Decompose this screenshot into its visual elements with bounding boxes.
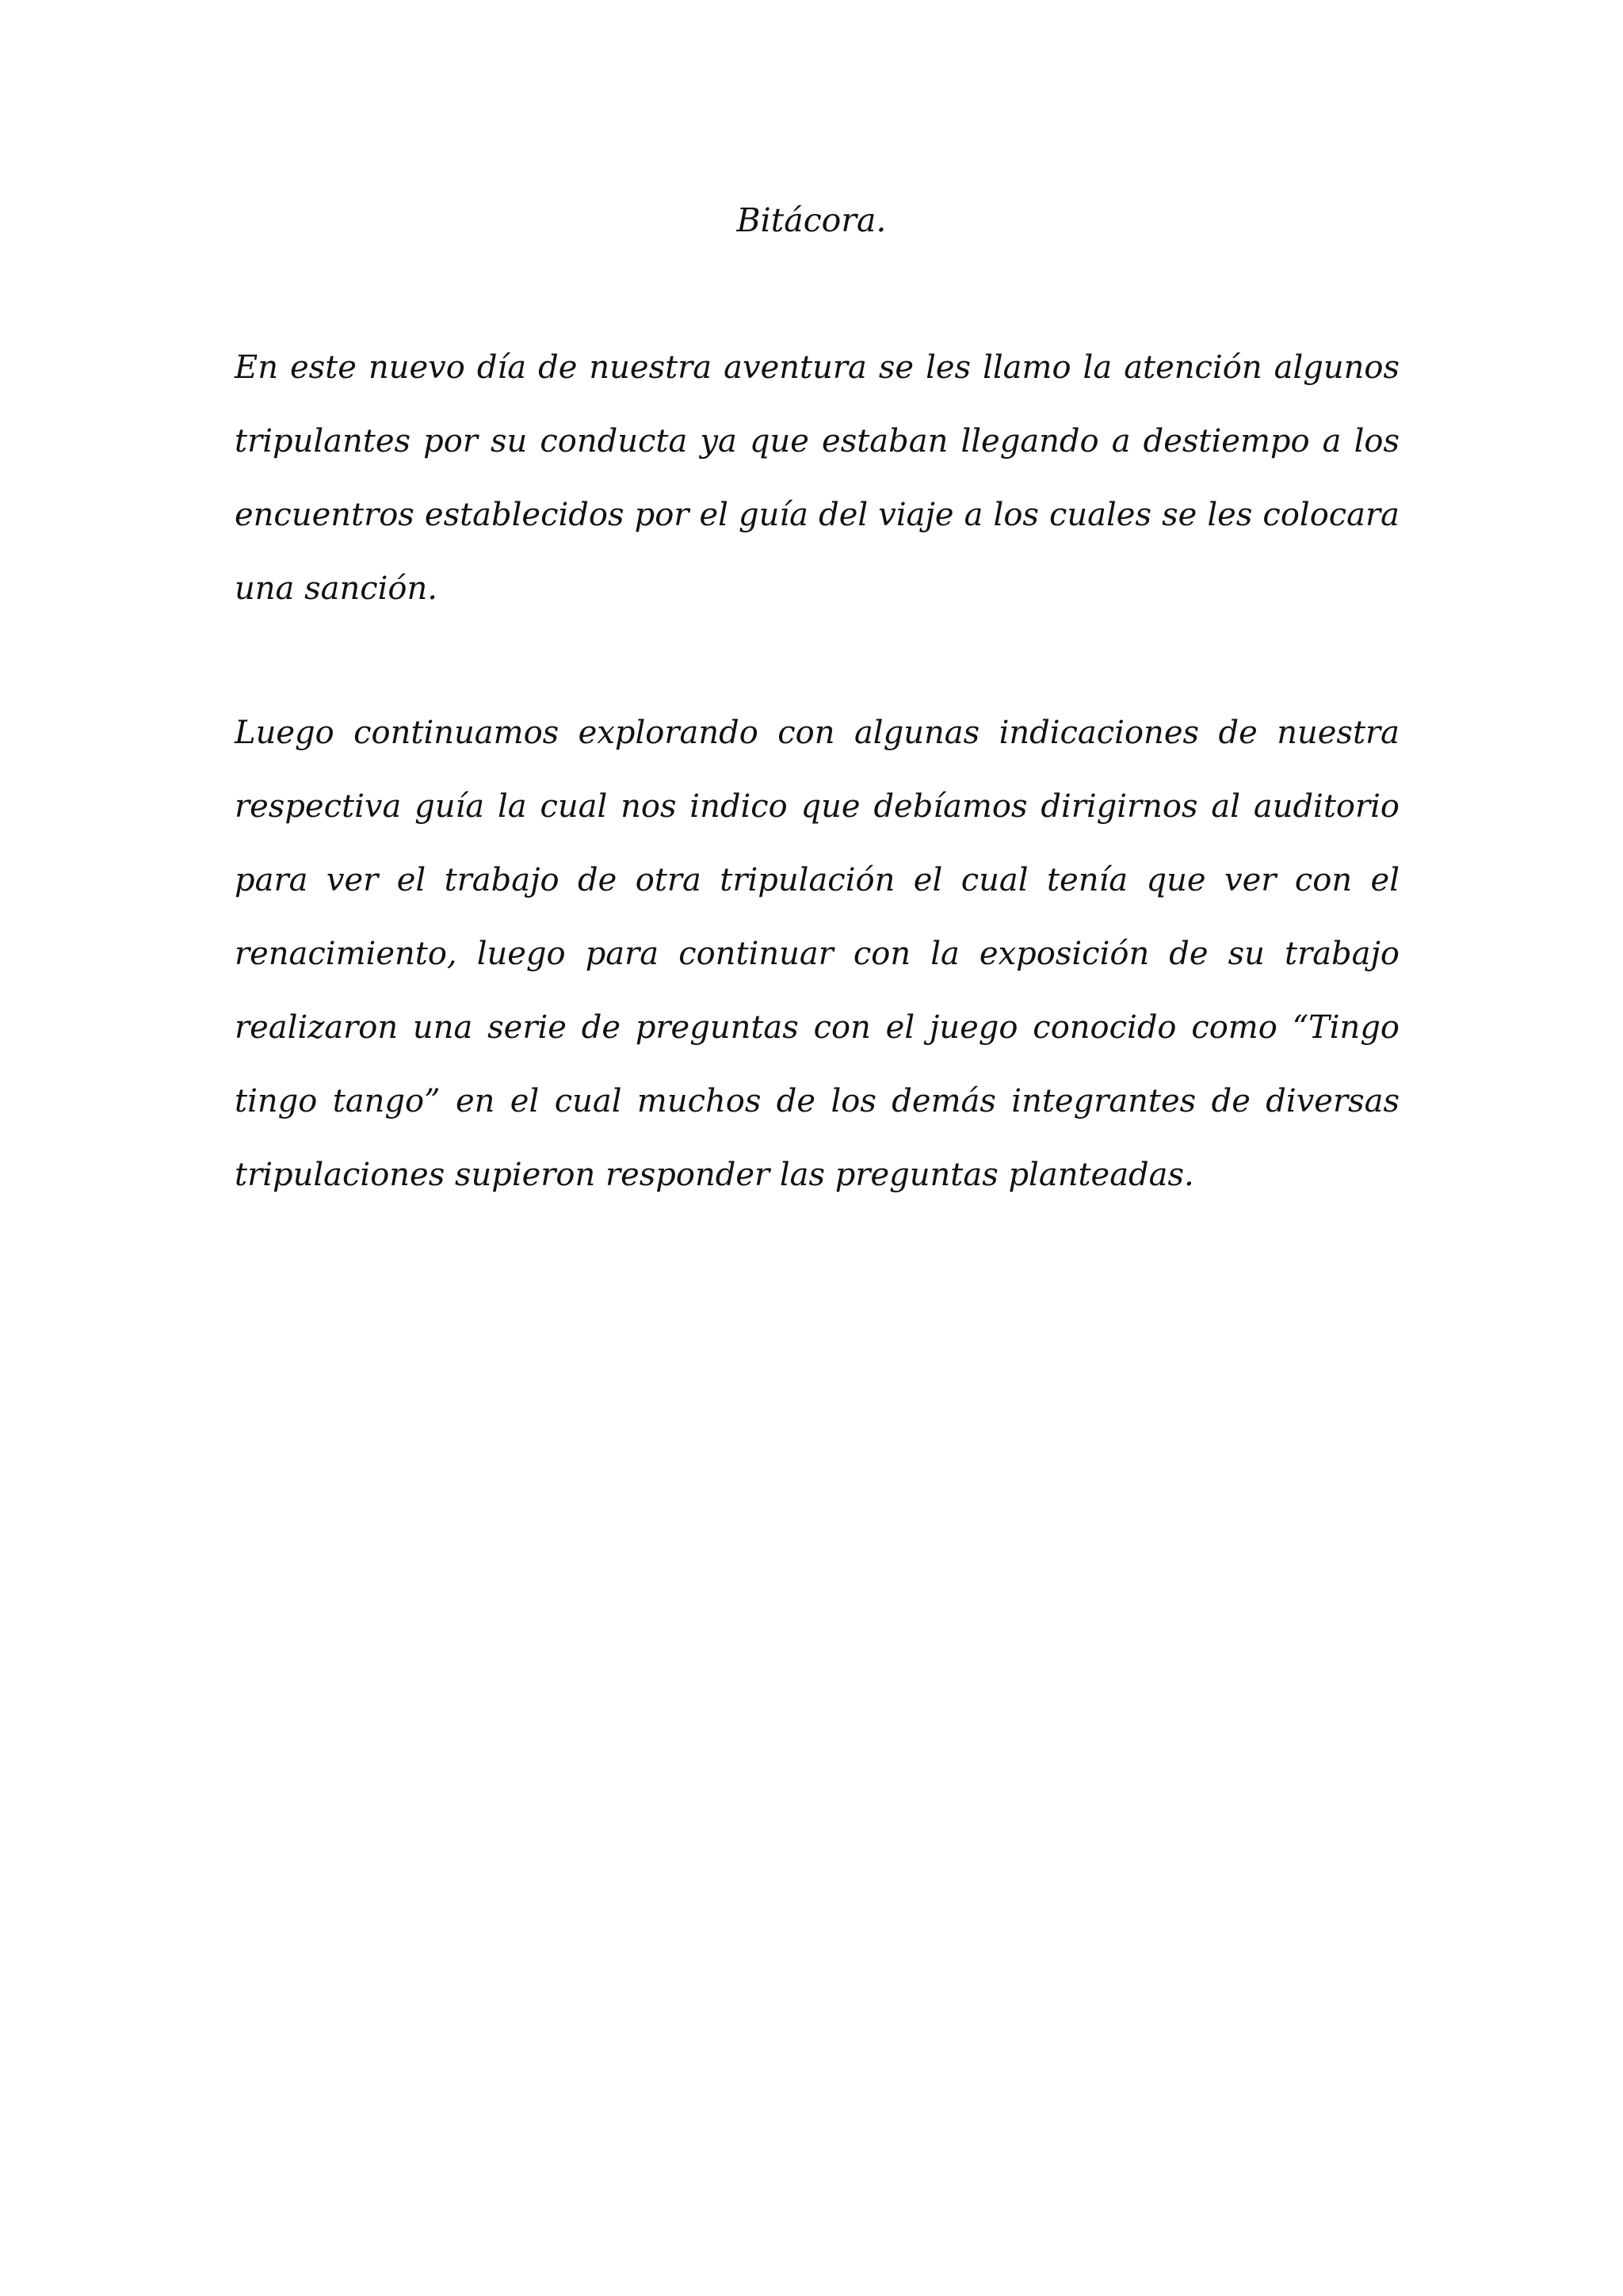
document-title: Bitácora.: [736, 201, 887, 239]
paragraph-1: En este nuevo día de nuestra aventura se les llamo la atención algunos tripulantes por su conducta ya que estaban llegando a destiempo a los encuentros establecidos por el guía del viaje a los cuales se les colocara una sanción.: [235, 349, 1400, 607]
paragraph-2: Luego continuamos explorando con algunas indicaciones de nuestra respectiva guía la cual nos indico que debíamos dirigirnos al auditorio para ver el trabajo de otra tripulación el cual tenía que ver con el renacimiento, luego para continuar con la exposición de su trabajo realizaron una serie de preguntas con el juego conocido como “Tingo tingo tango” en el cual muchos de los demás integrantes de diversas tripulaciones supieron responder las preguntas planteadas.: [235, 715, 1400, 1193]
